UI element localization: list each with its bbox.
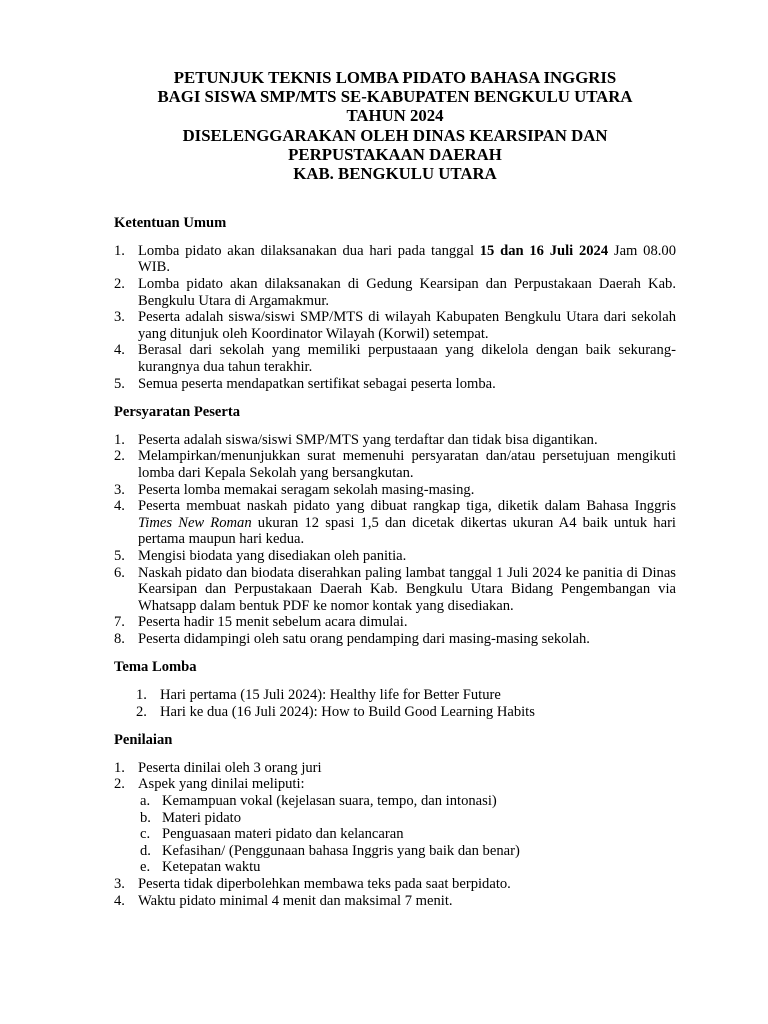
sub-list-letter: e. xyxy=(140,859,151,876)
list-item xyxy=(114,548,676,565)
list-number: 1. xyxy=(136,687,147,704)
list-item xyxy=(114,760,676,777)
title-line-3: TAHUN 2024 xyxy=(346,106,444,126)
list-item-text: Peserta adalah siswa/siswi SMP/MTS yang terdaftar dan tidak bisa digantikan. xyxy=(138,431,598,448)
list-item xyxy=(114,631,676,648)
section-heading-penilaian: Penilaian xyxy=(114,732,173,749)
list-number: 2. xyxy=(114,448,125,465)
event-dates: 15 dan 16 Juli 2024 xyxy=(479,242,609,259)
list-number: 1. xyxy=(114,242,125,259)
list-item xyxy=(114,243,676,276)
sub-list-letter: a. xyxy=(140,793,151,810)
sub-list-item xyxy=(138,793,676,810)
sub-list-item-text: Kemampuan vokal (kejelasan suara, tempo, dan intonasi) xyxy=(162,793,497,810)
list-number: 6. xyxy=(114,564,125,581)
title-line-5: PERPUSTAKAAN DAERAH xyxy=(288,144,502,164)
list-number: 3. xyxy=(114,309,125,326)
list-item xyxy=(114,876,676,893)
sub-list-letter: d. xyxy=(140,842,151,859)
list-item-text: Peserta lomba memakai seragam sekolah masing-masing. xyxy=(138,481,475,498)
list-item-text: Peserta dinilai oleh 3 orang juri xyxy=(138,759,322,776)
list-item xyxy=(114,565,676,615)
list-item xyxy=(114,687,676,704)
list-item-text: ukuran 12 spasi 1,5 dan dicetak dikertas ukuran A4 baik untuk hari pertama maupun hari kedua. xyxy=(138,514,676,548)
list-number: 4. xyxy=(114,892,125,909)
list-item-text: Lomba pidato akan dilaksanakan dua hari pada tanggal xyxy=(138,242,480,259)
document-title xyxy=(114,68,676,183)
list-item xyxy=(114,776,676,876)
list-number: 1. xyxy=(114,759,125,776)
list-number: 5. xyxy=(114,375,125,392)
list-item-text: Lomba pidato akan dilaksanakan di Gedung Kearsipan dan Perpustakaan Daerah Kab. Bengkulu Utara di Argamakmur. xyxy=(138,276,676,309)
sub-list-letter: b. xyxy=(140,809,151,826)
title-line-4: DISELENGGARAKAN OLEH DINAS KEARSIPAN DAN xyxy=(182,125,608,145)
list-item-text: Berasal dari sekolah yang memiliki perpustaaan yang dikelola dengan baik sekurang-kurangnya dua tahun terakhir. xyxy=(138,342,676,375)
sub-list-item-text: Penguasaan materi pidato dan kelancaran xyxy=(162,826,404,843)
list-item xyxy=(114,376,676,393)
list-number: 1. xyxy=(114,431,125,448)
section-heading-tema-lomba: Tema Lomba xyxy=(114,659,197,676)
list-number: 8. xyxy=(114,630,125,647)
list-item-text: Semua peserta mendapatkan sertifikat sebagai peserta lomba. xyxy=(138,375,496,392)
list-item xyxy=(114,309,676,342)
persyaratan-peserta-list xyxy=(114,432,676,648)
list-item xyxy=(114,482,676,499)
ketentuan-umum-list xyxy=(114,243,676,392)
list-item-text: Peserta membuat naskah pidato yang dibuat rangkap tiga, diketik dalam Bahasa Inggris xyxy=(138,498,676,515)
list-item-text: Hari pertama (15 Juli 2024): Healthy life for Better Future xyxy=(160,687,501,704)
list-item-text: Waktu pidato minimal 4 menit dan maksimal 7 menit. xyxy=(138,892,453,909)
list-item xyxy=(114,342,676,375)
list-item xyxy=(114,704,676,721)
sub-list-item xyxy=(138,826,676,843)
sub-list-item xyxy=(138,810,676,827)
list-number: 7. xyxy=(114,614,125,631)
list-item xyxy=(114,498,676,548)
list-number: 2. xyxy=(114,776,125,793)
list-item-text: Peserta tidak diperbolehkan membawa teks pada saat berpidato. xyxy=(138,876,511,892)
list-item-text: Peserta didampingi oleh satu orang pendamping dari masing-masing sekolah. xyxy=(138,630,590,647)
list-number: 2. xyxy=(114,276,125,292)
assessment-aspects-list xyxy=(138,793,676,876)
sub-list-item xyxy=(138,843,676,860)
sub-list-item-text: Ketepatan waktu xyxy=(162,859,261,876)
title-line-1: PETUNJUK TEKNIS LOMBA PIDATO BAHASA INGGRIS xyxy=(173,68,617,87)
list-item-text: Aspek yang dinilai meliputi: xyxy=(138,776,305,793)
sub-list-item-text: Materi pidato xyxy=(162,809,242,826)
sub-list-item-text: Kefasihan/ (Penggunaan bahasa Inggris yang baik dan benar) xyxy=(162,842,520,859)
list-item-text: Jam 08.00 WIB. xyxy=(138,242,676,276)
list-item-text: Melampirkan/menunjukkan surat memenuhi persyaratan dan/atau persetujuan mengikuti lomba dari Kepala Sekolah yang bersangkutan. xyxy=(138,448,676,481)
penilaian-list xyxy=(114,760,676,909)
list-number: 4. xyxy=(114,342,125,359)
list-number: 5. xyxy=(114,547,125,564)
section-heading-persyaratan-peserta: Persyaratan Peserta xyxy=(114,404,241,421)
list-number: 2. xyxy=(136,703,147,720)
list-item xyxy=(114,614,676,631)
list-number: 3. xyxy=(114,481,125,498)
sub-list-letter: c. xyxy=(140,826,151,843)
title-line-6: KAB. BENGKULU UTARA xyxy=(293,164,497,184)
list-number: 4. xyxy=(114,498,125,515)
sub-list-item xyxy=(138,859,676,876)
list-item-text: Hari ke dua (16 Juli 2024): How to Build Good Learning Habits xyxy=(160,703,535,720)
list-item-text: Peserta hadir 15 menit sebelum acara dimulai. xyxy=(138,614,408,631)
list-number: 3. xyxy=(114,876,125,892)
section-heading-ketentuan-umum: Ketentuan Umum xyxy=(114,215,227,232)
list-item xyxy=(114,448,676,481)
list-item-text: Peserta adalah siswa/siswi SMP/MTS di wilayah Kabupaten Bengkulu Utara dari sekolah yang ditunjuk oleh Koordinator Wilayah (Korwil) setempat. xyxy=(138,309,676,342)
title-line-2: BAGI SISWA SMP/MTS SE-KABUPATEN BENGKULU UTARA xyxy=(157,87,633,107)
font-name: Times New Roman xyxy=(138,514,252,531)
list-item-text: Mengisi biodata yang disediakan oleh panitia. xyxy=(138,547,407,564)
tema-lomba-list xyxy=(114,687,676,720)
list-item-text: Naskah pidato dan biodata diserahkan paling lambat tanggal 1 Juli 2024 ke panitia di Dinas Kearsipan dan Perpustakaan Daerah Kab. Bengkulu Utara Bidang Pengembangan via Whatsapp dalam bentuk PDF ke nomor kontak yang disediakan. xyxy=(138,564,676,614)
list-item xyxy=(114,432,676,449)
list-item xyxy=(114,893,676,910)
list-item xyxy=(114,276,676,309)
